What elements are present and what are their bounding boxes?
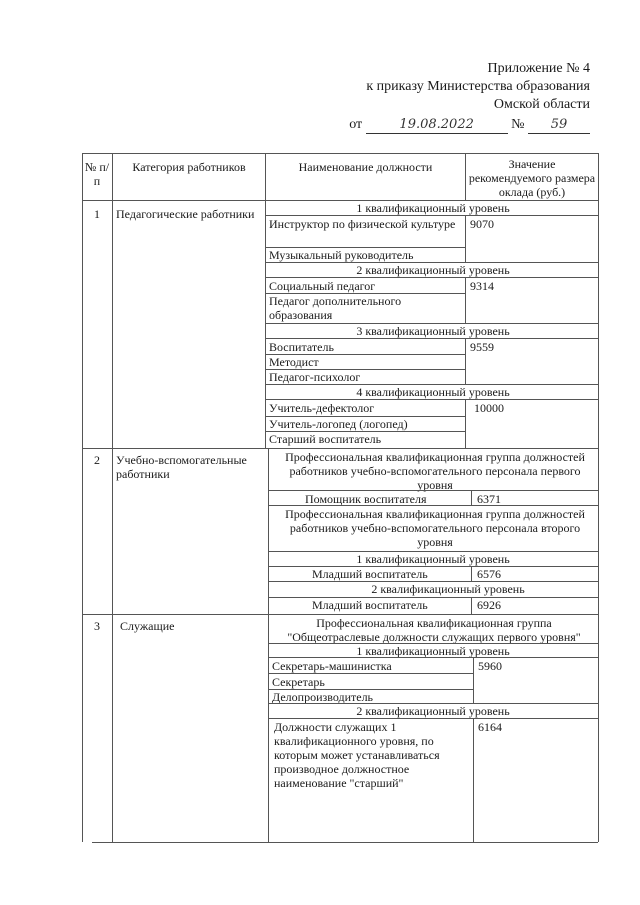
table-top-border (82, 153, 598, 154)
ot-label: от (349, 117, 363, 132)
s3-category: Служащие (120, 619, 175, 633)
s1-level2-line (265, 277, 598, 278)
s3-number: 3 (94, 619, 100, 633)
s1-level2-title: 2 квалификационный уровень (356, 263, 510, 277)
s2-group1-salary: 6371 (477, 492, 501, 506)
handwritten-number: 59 (528, 116, 590, 134)
s1-level1-pos1: Инструктор по физической культуре (269, 217, 456, 231)
s1-level4-vdiv (465, 399, 466, 448)
s1-level3-salary: 9559 (470, 340, 494, 354)
col-header-salary: Значение рекомендуемого размера оклада (руб.) (468, 157, 596, 199)
s1-level3-pos1: Воспитатель (269, 340, 334, 354)
col-header-position: Наименование должности (298, 160, 433, 174)
appendix-number: Приложение № 4 (487, 61, 590, 76)
s3-level2-pos1: Должности служащих 1 квалификационного уровня, по которым может устанавливаться производное должностное наименование "старший" (274, 720, 440, 790)
number-label: № (511, 117, 525, 132)
s1-level4-pos3: Старший воспитатель (269, 432, 382, 446)
s1-level3-pos2: Методист (269, 355, 319, 369)
s1-level1-line (265, 215, 598, 216)
s2-g2-level2-pos1: Младший воспитатель (312, 598, 428, 612)
s3-level1-pos2: Секретарь (272, 675, 325, 689)
s1-level1-title: 1 квалификационный уровень (356, 201, 510, 215)
s1-level4-pos2: Учитель-логопед (логопед) (269, 417, 408, 431)
s1-level2-salary: 9314 (470, 279, 494, 293)
col3-divider-header (465, 153, 466, 201)
s1-level1-vdiv (465, 215, 466, 262)
s1-level1-pos2: Музыкальный руководитель (269, 248, 414, 262)
s3-level1-sep1 (268, 673, 473, 674)
s3-level1-vdiv (473, 657, 474, 703)
s2-g2-level2-salary: 6926 (477, 598, 501, 612)
s2-group2-title: Профессиональная квалификационная группа должностей работников учебно-вспомогательного персонала второго уровня (285, 507, 585, 549)
s3-level1-pos3: Делопроизводитель (272, 690, 374, 704)
s2-g2-level1-salary: 6576 (477, 567, 501, 581)
s1-level1-salary: 9070 (470, 217, 494, 231)
s1-level3-pos3: Педагог-психолог (269, 370, 361, 384)
s2-g2-level1-title: 1 квалификационный уровень (356, 552, 510, 566)
s2-group1-title: Профессиональная квалификационная группа должностей работников учебно-вспомогательного персонала первого уровня (285, 450, 585, 492)
s2-g2-level1-vdiv (471, 566, 472, 581)
s2-g2-level2-vdiv (471, 597, 472, 614)
col1-divider (112, 153, 113, 842)
s3-level1-salary: 5960 (478, 659, 502, 673)
s2-group1-line (268, 490, 598, 491)
s1-level4-salary: 10000 (474, 401, 504, 415)
region-name: Омской области (493, 97, 590, 112)
s3-level2-title: 2 квалификационный уровень (356, 704, 510, 718)
col2-divider-s1 (265, 153, 266, 449)
s3-level1-pos1: Секретарь-машинистка (272, 659, 392, 673)
col-header-category: Категория работников (132, 160, 246, 174)
s1-level2-pos1: Социальный педагог (269, 279, 376, 293)
s3-group1-title: Профессиональная квалификационная группа "Общеотраслевые должности служащих первого уровня" (287, 616, 581, 644)
handwritten-date: 19.08.2022 (366, 116, 508, 134)
s1-level3-title: 3 квалификационный уровень (356, 324, 510, 338)
s1-number: 1 (94, 207, 100, 221)
s3-level2-line (268, 718, 598, 719)
s1-level4-line (265, 399, 598, 400)
s2-g2-level1-pos1: Младший воспитатель (312, 567, 428, 581)
s2-group1-vdiv (471, 490, 472, 505)
section1-bottom-border (82, 448, 598, 449)
s1-level2-vdiv (465, 277, 466, 323)
s1-level3-vdiv (465, 338, 466, 384)
order-reference: к приказу Министерства образования (366, 79, 590, 94)
col-header-number: № п/п (84, 160, 110, 188)
s2-number: 2 (94, 453, 100, 467)
s3-level1-title: 1 квалификационный уровень (356, 644, 510, 658)
table-bottom-border (92, 842, 598, 843)
table-right-border (598, 153, 599, 842)
s3-level1-line (268, 657, 598, 658)
s1-category: Педагогические работники (116, 207, 255, 221)
s1-level4-title: 4 квалификационный уровень (356, 385, 510, 399)
s2-category: Учебно-вспомогательные работники (116, 453, 247, 481)
s3-level2-salary: 6164 (478, 720, 502, 734)
s2-g2-level2-title: 2 квалификационный уровень (371, 582, 525, 596)
s1-level2-pos2: Педагог дополнительного образования (269, 294, 402, 322)
table-left-border (82, 153, 83, 842)
section2-bottom-border (82, 614, 598, 615)
s1-level3-line (265, 338, 598, 339)
s1-level4-pos1: Учитель-дефектолог (269, 401, 375, 415)
s2-group2-topline (268, 505, 598, 506)
s3-level2-vdiv (473, 718, 474, 842)
s2-group1-pos1: Помощник воспитателя (305, 492, 427, 506)
